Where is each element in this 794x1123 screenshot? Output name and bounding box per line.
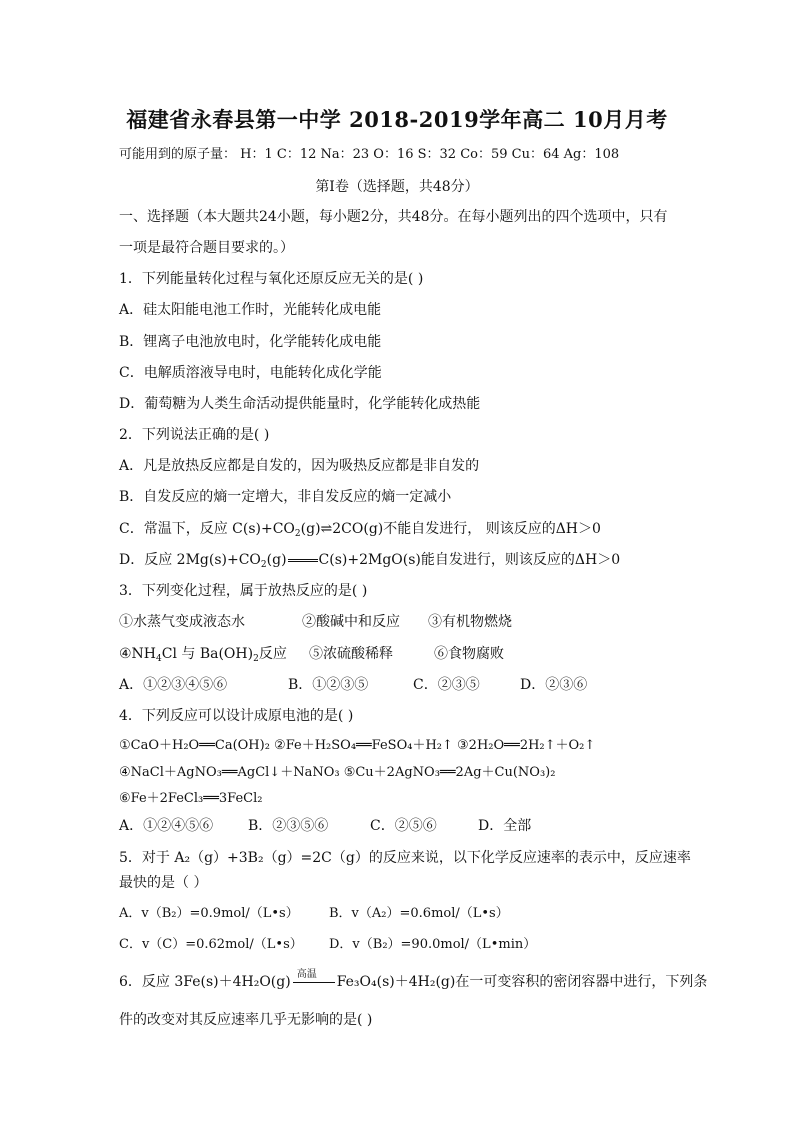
q1-option-d: D．葡萄糖为人类生命活动提供能量时，化学能转化成热能 (119, 396, 481, 412)
q3-option-c: C．②③⑤ (413, 677, 480, 693)
q3-item-6: ⑥食物腐败 (434, 646, 504, 662)
q4-reactions-2: ④NaCl＋AgNO₃══AgCl↓＋NaNO₃ ⑤Cu＋2AgNO₃══2Ag＋Cu(NO₃)₂ (119, 765, 556, 780)
q4-option-c: C．②⑤⑥ (370, 818, 437, 834)
atomic-masses: 可能用到的原子量： H：1 C：12 Na：23 O：16 S：32 Co：59 Cu：64 Ag：108 (119, 147, 620, 162)
equals-sign-icon (288, 559, 318, 562)
q3-item-2: ②酸碱中和反应 (302, 614, 400, 630)
equilibrium-arrow-icon: ⇌ (320, 521, 333, 537)
q3-item-3: ③有机物燃烧 (428, 614, 512, 630)
q3-option-d: D．②③⑥ (520, 677, 588, 693)
instructions-line-1: 一、选择题（本大题共24小题，每小题2分，共48分。在每小题列出的四个选项中，只有 (119, 209, 668, 225)
q4-option-a: A．①②④⑤⑥ (119, 818, 214, 834)
q3-item-4: $④NH_4Cl$ 与 $Ba(OH)_2$反应 (119, 646, 287, 664)
q1-option-b: B．锂离子电池放电时，化学能转化成电能 (119, 334, 382, 350)
q5-stem-line-1: 5．对于 A₂（g）+3B₂（g）=2C（g）的反应来说，以下化学反应速率的表示中，反应速率 (119, 850, 691, 866)
high-temperature-arrow-icon: 高温 (291, 973, 337, 991)
q4-reactions-3: ⑥Fe＋2FeCl₃══3FeCl₂ (119, 791, 263, 806)
q4-option-d: D．全部 (478, 818, 532, 834)
q2-option-d: D．反应 $2Mg(s)+CO_2(g)$ C(s)+2MgO(s)能自发进行，则该反应的ΔH＞0 (119, 552, 621, 570)
q5-option-d: D．v（B₂）=90.0mol/（L•min） (329, 937, 537, 952)
q5-option-c: C．v（C）=0.62mol/（L•s） (119, 937, 303, 952)
q2-option-b: B．自发反应的熵一定增大，非自发反应的熵一定减小 (119, 489, 452, 505)
q3-option-a: A．①②③④⑤⑥ (119, 677, 228, 693)
q1-option-c: C．电解质溶液导电时，电能转化成化学能 (119, 365, 382, 381)
q2-stem: 2．下列说法正确的是( ) (119, 427, 270, 443)
q6-stem-line-1: 6．反应 3Fe(s)＋4H₂O(g) 高温 Fe₃O₄(s)＋4H₂(g)在一可变容积的密闭容器中进行，下列条 (119, 969, 708, 990)
instructions-line-2: 一项是最符合题目要求的。） (119, 240, 294, 256)
q2-option-c: C．常温下，反应 $C(s)+CO_2(g)\rightleftharpoons 2CO(g)$不能自发进行， 则该反应的ΔH＞0 (119, 521, 601, 539)
q5-option-b: B．v（A₂）=0.6mol/（L•s） (329, 906, 509, 921)
page-title: 福建省永春县第一中学 2018-2019学年高二 10月月考 (126, 107, 668, 132)
q3-option-b: B．①②③⑤ (288, 677, 369, 693)
q1-option-a: A．硅太阳能电池工作时，光能转化成电能 (119, 302, 382, 318)
q3-stem: 3．下列变化过程，属于放热反应的是( ) (119, 583, 368, 599)
section-title: 第Ⅰ卷（选择题，共48分） (315, 179, 479, 195)
q4-stem: 4．下列反应可以设计成原电池的是( ) (119, 708, 354, 724)
q3-item-1: ①水蒸气变成液态水 (119, 614, 245, 630)
q4-reactions-1: ①CaO＋H₂O══Ca(OH)₂ ②Fe＋H₂SO₄══FeSO₄＋H₂↑ ③2H₂O══2H₂↑＋O₂↑ (119, 738, 596, 753)
q5-option-a: A．v（B₂）=0.9mol/（L•s） (119, 906, 299, 921)
q4-option-b: B．②③⑤⑥ (248, 818, 329, 834)
q2-option-a: A．凡是放热反应都是自发的，因为吸热反应都是非自发的 (119, 458, 480, 474)
q1-stem: 1．下列能量转化过程与氧化还原反应无关的是( ) (119, 271, 424, 287)
q3-item-5: ⑤浓硫酸稀释 (309, 646, 393, 662)
q5-stem-line-2: 最快的是（ ） (119, 875, 208, 891)
q6-stem-line-2: 件的改变对其反应速率几乎无影响的是( ) (119, 1012, 373, 1028)
